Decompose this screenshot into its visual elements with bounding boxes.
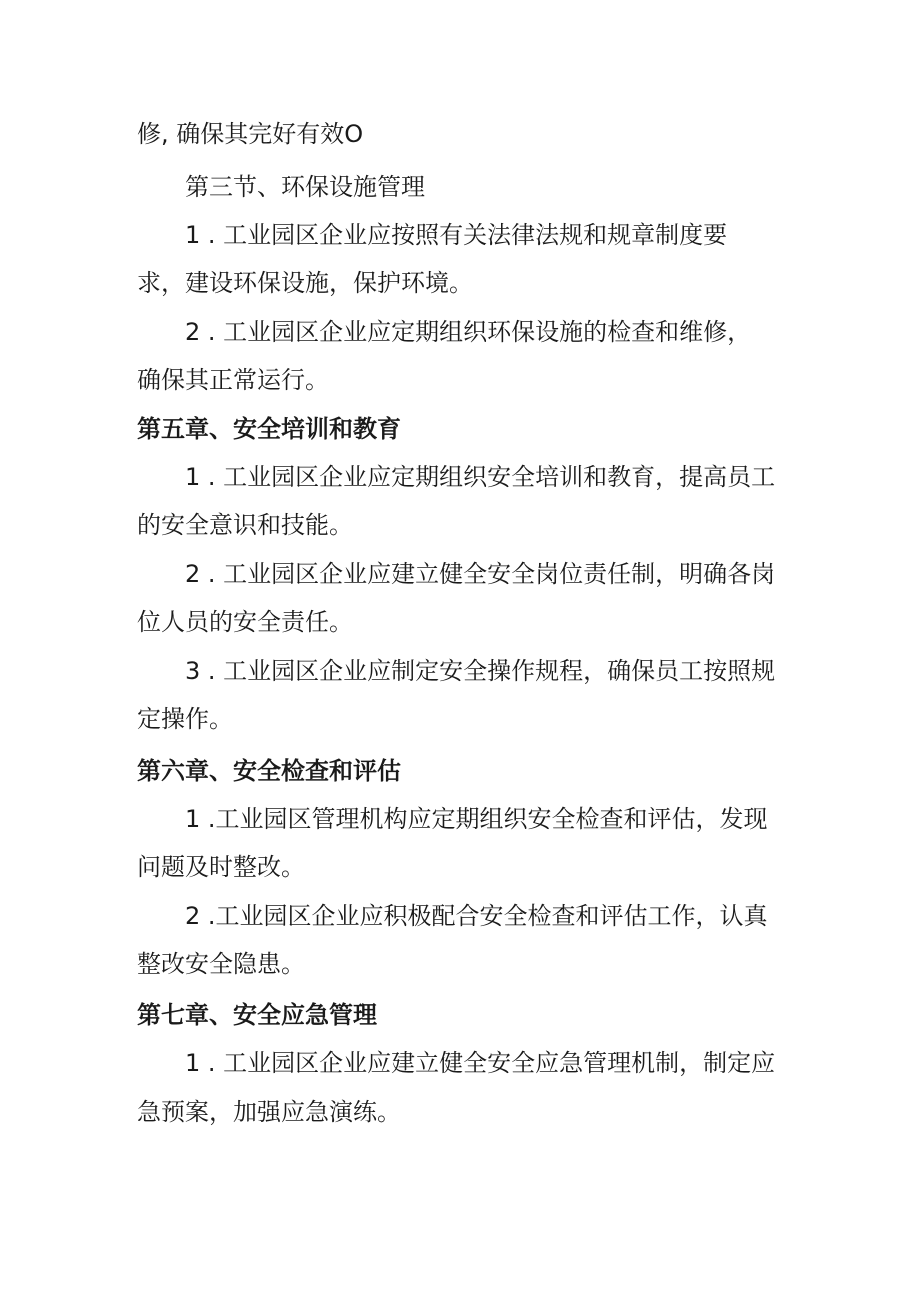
chapter-heading: 第五章、安全培训和教育 xyxy=(137,415,401,443)
paragraph-continuation: 修, 确保其完好有效O xyxy=(137,120,364,148)
chapter-heading: 第六章、安全检查和评估 xyxy=(137,757,401,785)
paragraph-line: 定操作。 xyxy=(137,705,233,733)
paragraph-line: 3 . 工业园区企业应制定安全操作规程，确保员工按照规 xyxy=(185,657,776,685)
paragraph-line: 1 .工业园区管理机构应定期组织安全检查和评估，发现 xyxy=(185,805,768,833)
paragraph-line: 2 .工业园区企业应积极配合安全检查和评估工作，认真 xyxy=(185,902,768,930)
paragraph-line: 确保其正常运行。 xyxy=(137,366,329,394)
paragraph-line: 求，建设环保设施，保护环境。 xyxy=(137,269,473,297)
paragraph-line: 位人员的安全责任。 xyxy=(137,608,353,636)
section-heading: 第三节、环保设施管理 xyxy=(185,173,425,201)
chapter-heading: 第七章、安全应急管理 xyxy=(137,1001,377,1029)
paragraph-line: 1 . 工业园区企业应定期组织安全培训和教育，提高员工 xyxy=(185,463,776,491)
paragraph-line: 2 . 工业园区企业应建立健全安全岗位责任制，明确各岗 xyxy=(185,560,776,588)
paragraph-line: 急预案，加强应急演练。 xyxy=(137,1098,401,1126)
paragraph-line: 2 . 工业园区企业应定期组织环保设施的检查和维修， xyxy=(185,318,752,346)
paragraph-line: 问题及时整改。 xyxy=(137,853,305,881)
paragraph-line: 1 . 工业园区企业应建立健全安全应急管理机制，制定应 xyxy=(185,1049,776,1077)
paragraph-line: 1 . 工业园区企业应按照有关法律法规和规章制度要 xyxy=(185,221,728,249)
paragraph-line: 整改安全隐患。 xyxy=(137,950,305,978)
paragraph-line: 的安全意识和技能。 xyxy=(137,511,353,539)
